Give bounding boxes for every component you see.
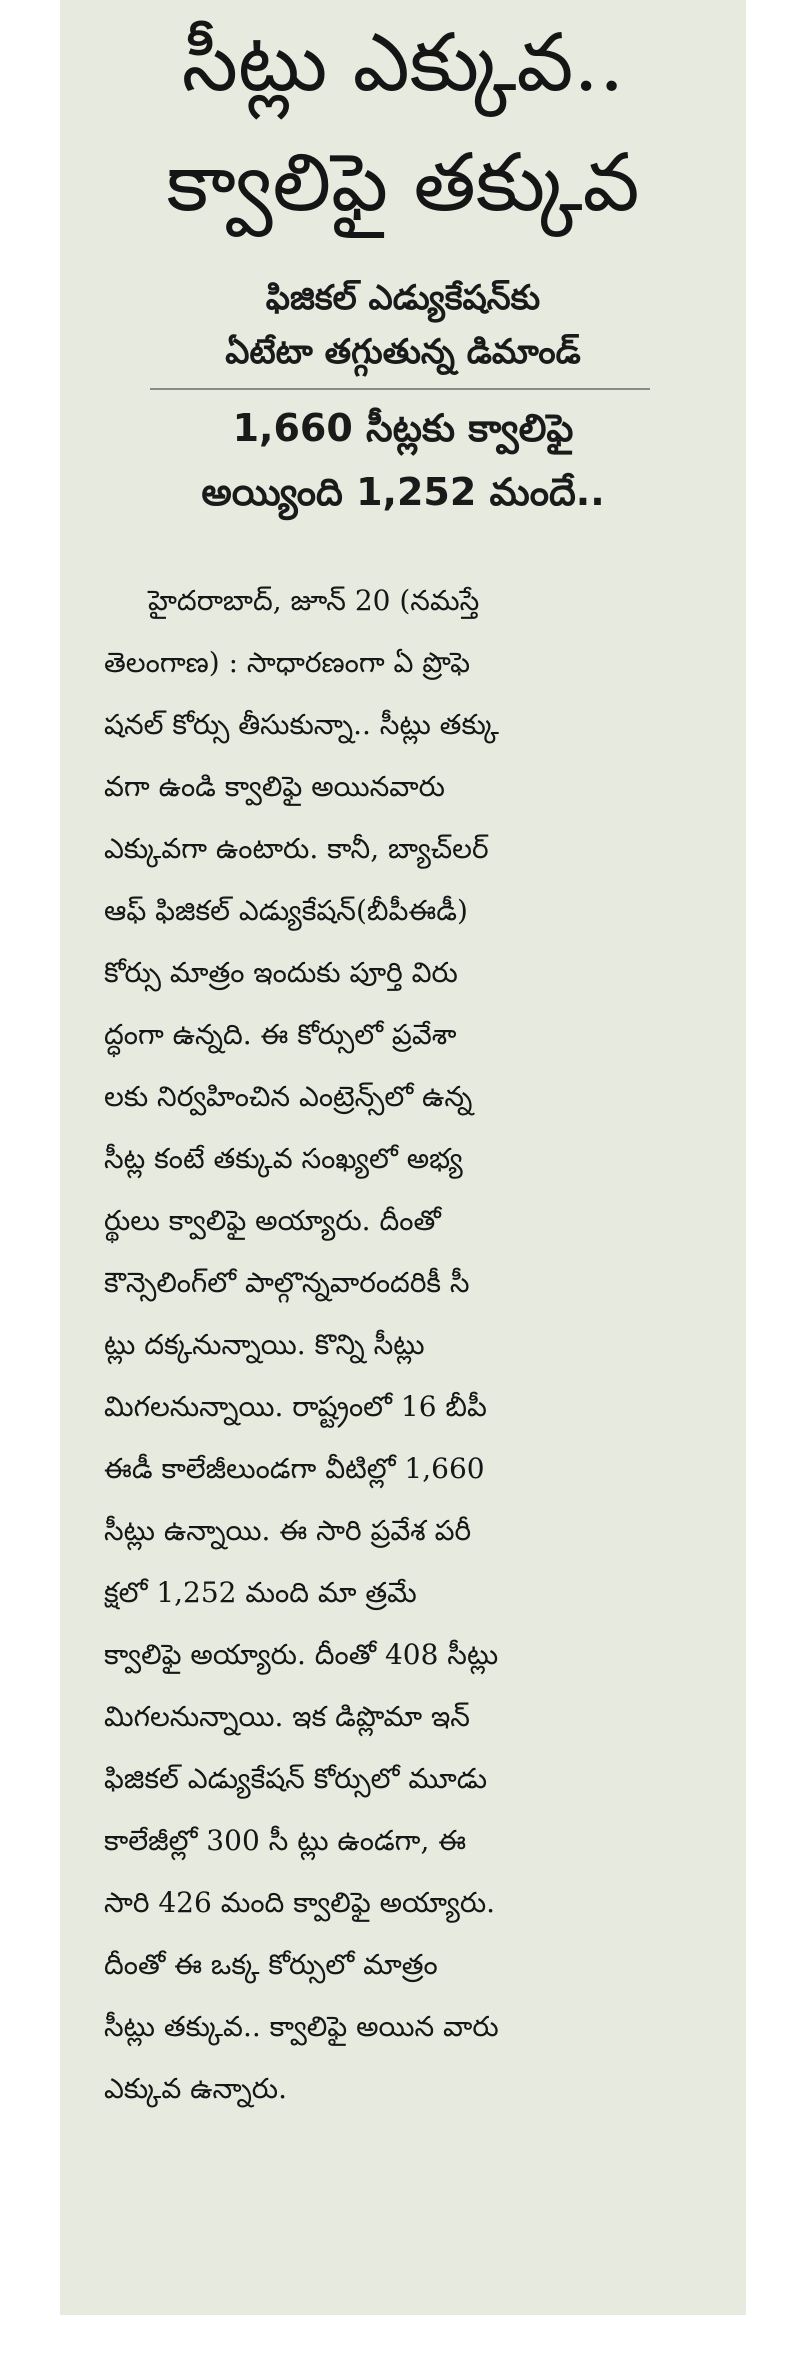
newspaper-clipping xyxy=(60,0,746,2315)
body-line: ట్లు దక్కనున్నాయి. కొన్ని సీట్లు xyxy=(104,1328,425,1361)
body-line: తెలంగాణ) : సాధారణంగా ఏ ప్రొఫె xyxy=(104,646,471,679)
headline-line-2: క్వాలిఫై తక్కువ xyxy=(166,136,640,229)
body-line: ఆఫ్ ఫిజికల్ ఎడ్యుకేషన్(బీపీఈడీ) xyxy=(104,894,468,927)
subheading-line-1: ఫిజికల్ ఎడ్యుకేషన్‌కు xyxy=(265,278,541,318)
article-body xyxy=(104,570,714,2120)
headline-line-1: సీట్లు ఎక్కువ.. xyxy=(181,16,625,109)
divider-rule xyxy=(150,388,650,390)
body-line: కౌన్సెలింగ్‌లో పాల్గొన్నవారందరికీ సీ xyxy=(104,1266,470,1299)
body-line: క్వాలిఫై అయ్యారు. దీంతో 408 సీట్లు xyxy=(104,1638,499,1671)
body-line: ఎక్కువగా ఉంటారు. కానీ, బ్యాచ్‌లర్ xyxy=(104,832,489,865)
body-line: లకు నిర్వహించిన ఎంట్రెన్స్‌లో ఉన్న xyxy=(104,1080,473,1113)
body-line: కోర్సు మాత్రం ఇందుకు పూర్తి విరు xyxy=(104,956,458,989)
kicker-line-2: అయ్యింది 1,252 మందే.. xyxy=(201,470,605,514)
body-line: సీట్లు తక్కువ.. క్వాలిఫై అయిన వారు xyxy=(104,2010,499,2043)
body-line: కాలేజీల్లో 300 సీ ట్లు ఉండగా, ఈ xyxy=(104,1824,467,1857)
body-line: సారి 426 మంది క్వాలిఫై అయ్యారు. xyxy=(104,1886,496,1919)
body-line: షనల్ కోర్సు తీసుకున్నా.. సీట్లు తక్కు xyxy=(104,708,499,741)
body-line: ద్ధంగా ఉన్నది. ఈ కోర్సులో ప్రవేశా xyxy=(104,1018,457,1051)
kicker-line-1: 1,660 సీట్లకు క్వాలిఫై xyxy=(232,406,574,450)
subheading-line-2: ఏటేటా తగ్గుతున్న డిమాండ్ xyxy=(225,332,581,372)
body-line: ఫిజికల్ ఎడ్యుకేషన్ కోర్సులో మూడు xyxy=(104,1762,488,1795)
body-line: మిగలనున్నాయి. రాష్ట్రంలో 16 బీపీ xyxy=(104,1390,487,1423)
body-line: సీట్లు ఉన్నాయి. ఈ సారి ప్రవేశ పరీ xyxy=(104,1514,472,1547)
body-line: ఈడీ కాలేజీలుండగా వీటిల్లో 1,660 xyxy=(104,1452,485,1485)
body-line: క్షలో 1,252 మంది మా త్రమే xyxy=(104,1576,417,1609)
body-line: మిగలనున్నాయి. ఇక డిప్లొమా ఇన్ xyxy=(104,1700,470,1733)
body-line: దీంతో ఈ ఒక్క కోర్సులో మాత్రం xyxy=(104,1948,438,1981)
body-line: వగా ఉండి క్వాలిఫై అయినవారు xyxy=(104,770,445,803)
body-line: సీట్ల కంటే తక్కువ సంఖ్యలో అభ్య xyxy=(104,1142,463,1175)
body-line: హైదరాబాద్, జూన్ 20 (నమస్తే xyxy=(148,584,480,617)
body-line: ఎక్కువ ఉన్నారు. xyxy=(104,2072,288,2105)
body-line: ర్థులు క్వాలిఫై అయ్యారు. దీంతో xyxy=(104,1204,441,1237)
